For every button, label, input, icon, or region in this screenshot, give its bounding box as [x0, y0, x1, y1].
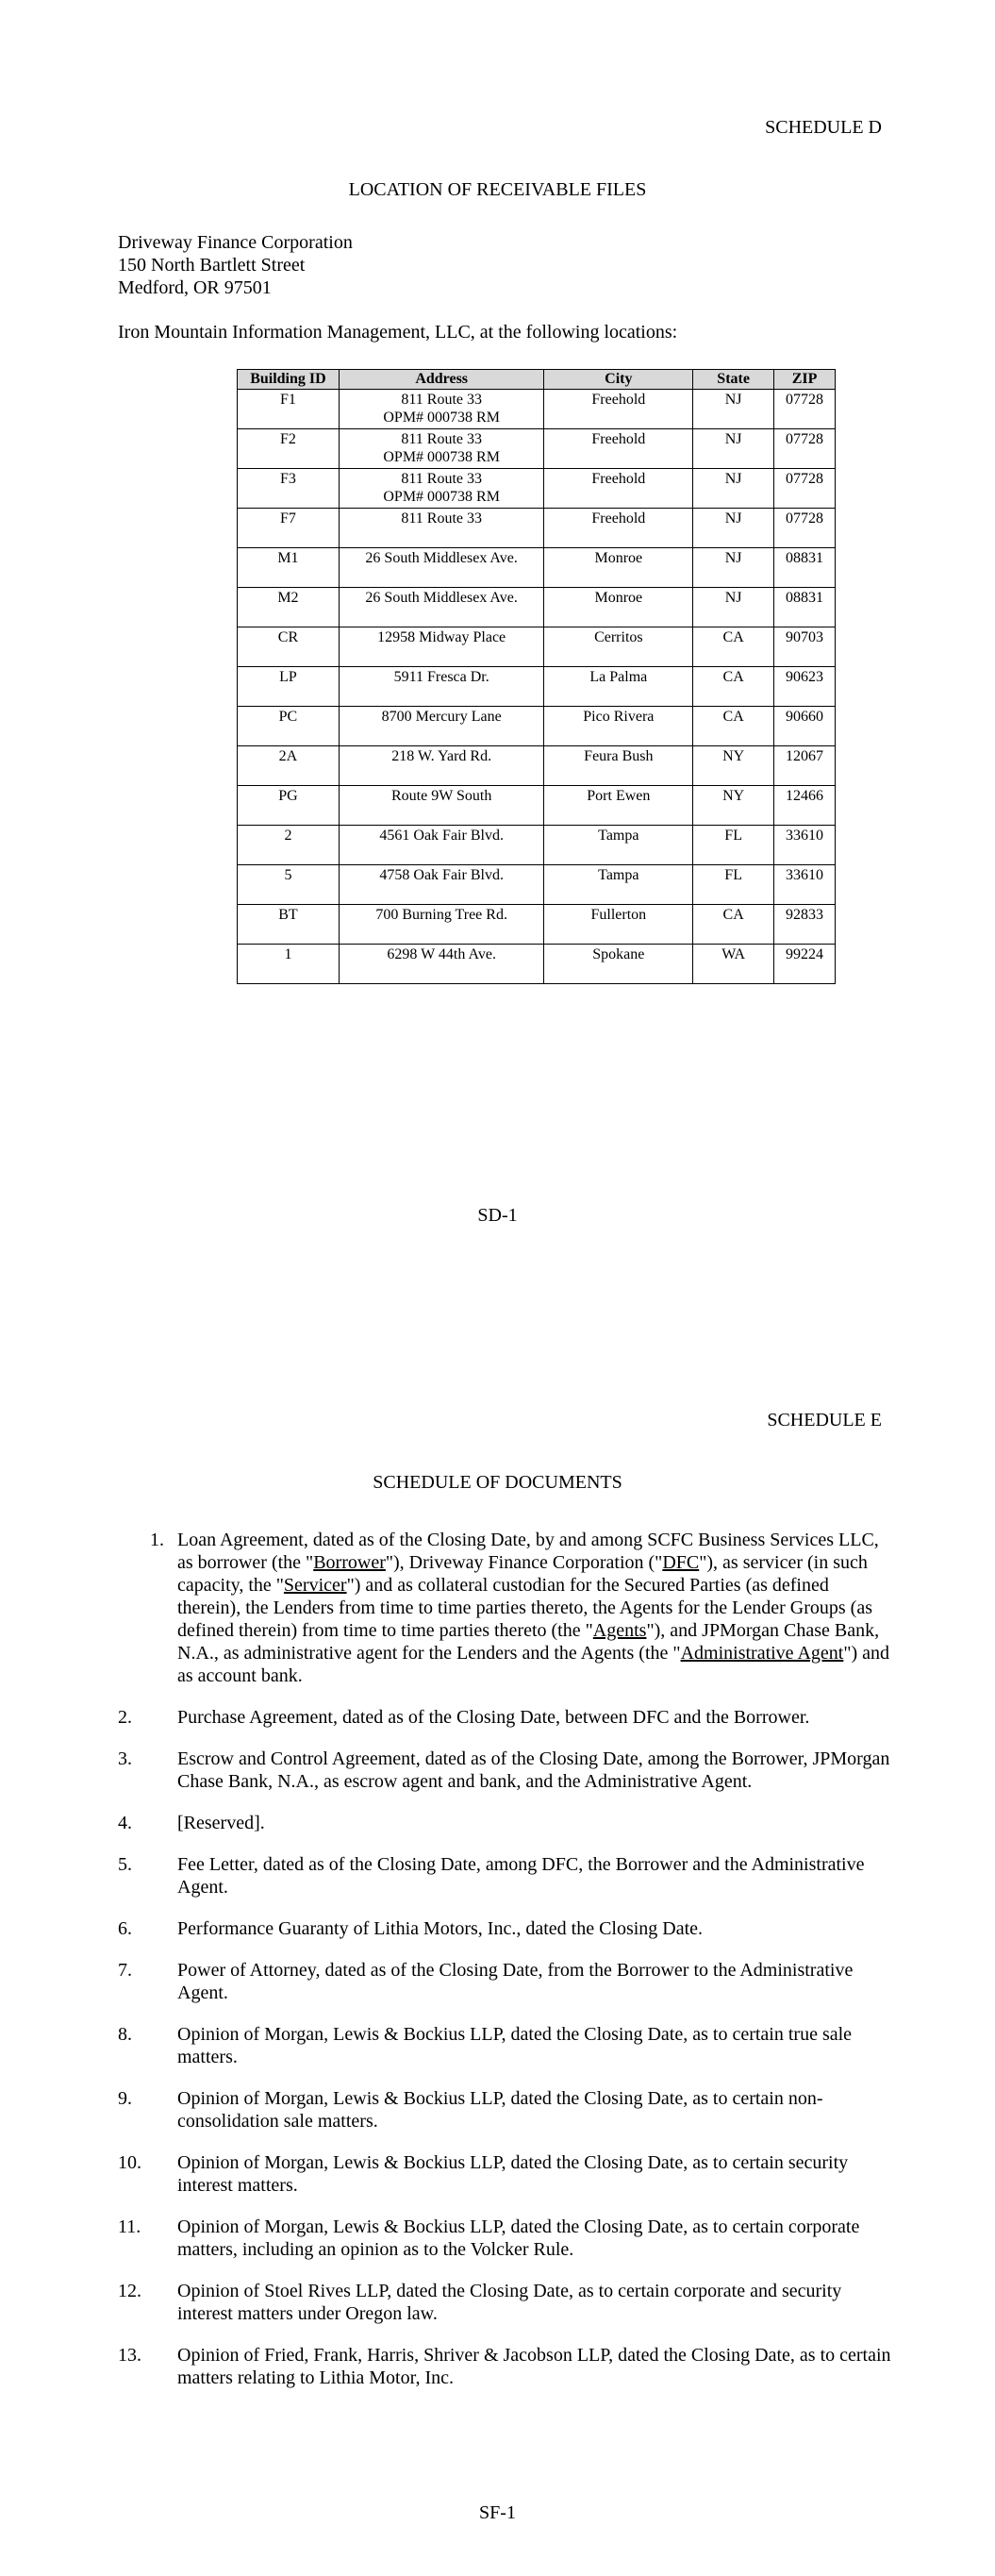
item-text: Loan Agreement, dated as of the Closing Date, by and among SCFC Business Services LLC, as borrower (the "Borrower"), Driveway Finance Corporation ("DFC"), as servicer (in such capacity, the "Servicer") and as collateral custodian for the Secured Parties (as defined therein), the Lenders from time to time parties thereto, the Agents for the Lender Groups (as defined therein) from time to time parties thereto (the "Agents"), and JPMorgan Chase Bank, N.A., as administrative agent for the Lenders and the Agents (the "Administrative Agent") and as account bank.: [177, 1530, 890, 1686]
defined-term: Servicer: [283, 1575, 347, 1596]
table-row: [238, 786, 836, 826]
address-line: 811 Route 33: [401, 431, 482, 447]
item-text: Opinion of Fried, Frank, Harris, Shriver & Jacobson LLP, dated the Closing Date, as to certain matters relating to Lithia Motor, Inc.: [177, 2345, 891, 2388]
zip-cell: 08831: [774, 548, 836, 588]
item-text: Performance Guaranty of Lithia Motors, Inc., dated the Closing Date.: [177, 1918, 704, 1939]
item-text: Escrow and Control Agreement, dated as of the Closing Date, among the Borrower, JPMorgan Chase Bank, N.A., as escrow agent and bank, and the Administrative Agent.: [177, 1748, 890, 1792]
state-cell: NJ: [693, 509, 774, 548]
city-cell: Spokane: [544, 945, 693, 984]
address-cell: [339, 786, 544, 826]
list-item: [118, 1706, 891, 1729]
zip-cell: 07728: [774, 429, 836, 469]
building-id-cell: BT: [238, 905, 340, 945]
address-line: Route 9W South: [390, 788, 492, 804]
building-id-cell: CR: [238, 627, 340, 667]
building-id-cell: F3: [238, 469, 340, 509]
list-item: [118, 1959, 891, 2004]
city-cell: Port Ewen: [544, 786, 693, 826]
address-cell: [339, 667, 544, 707]
item-text: [Reserved].: [177, 1813, 265, 1833]
city-cell: Monroe: [544, 548, 693, 588]
building-id-cell: 1: [238, 945, 340, 984]
address-cell: [339, 390, 544, 429]
state-cell: CA: [693, 707, 774, 746]
item-number: 7.: [118, 1960, 132, 1981]
address-line: 4561 Oak Fair Blvd.: [379, 828, 504, 844]
item-number: 1.: [150, 1530, 164, 1550]
page-number-sf: SF-1: [479, 2502, 516, 2523]
building-id-cell: PC: [238, 707, 340, 746]
list-item: [118, 1812, 891, 1834]
address-cell: [339, 469, 544, 509]
defined-term: Agents: [592, 1620, 647, 1641]
zip-cell: 90660: [774, 707, 836, 746]
state-cell: CA: [693, 905, 774, 945]
item-text: Opinion of Morgan, Lewis & Bockius LLP, dated the Closing Date, as to certain corporate matters, including an opinion as to the Volcker Rule.: [177, 2216, 860, 2260]
table-row: [238, 588, 836, 627]
address-line: OPM# 000738 RM: [383, 410, 500, 426]
item-number: 12.: [118, 2281, 141, 2301]
table-row: [238, 627, 836, 667]
list-item: [118, 1748, 891, 1793]
state-cell: NJ: [693, 390, 774, 429]
list-item: [118, 2151, 891, 2197]
state-cell: NJ: [693, 548, 774, 588]
building-id-cell: 5: [238, 865, 340, 905]
list-item: [118, 2023, 891, 2068]
zip-cell: 08831: [774, 588, 836, 627]
list-item: [118, 2216, 891, 2261]
item-text: Opinion of Morgan, Lewis & Bockius LLP, dated the Closing Date, as to certain security interest matters.: [177, 2152, 849, 2196]
city-cell: Feura Bush: [544, 746, 693, 786]
schedule-d-title: LOCATION OF RECEIVABLE FILES: [348, 179, 647, 200]
address-line: 811 Route 33: [401, 510, 482, 527]
address-cell: [339, 905, 544, 945]
address-line: 26 South Middlesex Ave.: [365, 550, 518, 566]
address-line: 5911 Fresca Dr.: [393, 669, 489, 685]
column-header: Address: [339, 370, 544, 390]
address-line: OPM# 000738 RM: [383, 449, 500, 465]
zip-cell: 07728: [774, 390, 836, 429]
column-header: State: [693, 370, 774, 390]
address-line: 700 Burning Tree Rd.: [375, 907, 507, 923]
city-cell: La Palma: [544, 667, 693, 707]
address-line: 4758 Oak Fair Blvd.: [379, 867, 504, 883]
zip-cell: 12067: [774, 746, 836, 786]
building-id-cell: M1: [238, 548, 340, 588]
list-item: [118, 1529, 891, 1687]
address-line: 218 W. Yard Rd.: [391, 748, 492, 764]
list-item: [118, 1853, 891, 1899]
custodian-address: [118, 231, 353, 299]
address-cell: [339, 826, 544, 865]
table-row: [238, 667, 836, 707]
page-number-sd: SD-1: [477, 1205, 518, 1226]
address-cell: [339, 509, 544, 548]
defined-term: Administrative Agent: [680, 1643, 844, 1664]
building-id-cell: F1: [238, 390, 340, 429]
state-cell: NY: [693, 786, 774, 826]
address-cell: [339, 548, 544, 588]
city-cell: Freehold: [544, 509, 693, 548]
address-line: 8700 Mercury Lane: [381, 709, 502, 725]
table-row: [238, 865, 836, 905]
city-cell: Freehold: [544, 429, 693, 469]
building-id-cell: F2: [238, 429, 340, 469]
list-item: [118, 2344, 891, 2389]
state-cell: NJ: [693, 469, 774, 509]
item-text: Opinion of Morgan, Lewis & Bockius LLP, dated the Closing Date, as to certain true sale matters.: [177, 2024, 853, 2067]
address-line: 811 Route 33: [401, 471, 482, 487]
state-cell: CA: [693, 667, 774, 707]
item-number: 3.: [118, 1748, 132, 1769]
city-cell: Monroe: [544, 588, 693, 627]
column-header: ZIP: [774, 370, 836, 390]
address-line: 12958 Midway Place: [377, 629, 506, 645]
address-line: Driveway Finance Corporation: [118, 232, 353, 253]
table-row: [238, 469, 836, 509]
table-row: [238, 429, 836, 469]
table-row: [238, 509, 836, 548]
city-cell: Pico Rivera: [544, 707, 693, 746]
address-cell: [339, 945, 544, 984]
zip-cell: 92833: [774, 905, 836, 945]
building-id-cell: 2A: [238, 746, 340, 786]
city-cell: Tampa: [544, 826, 693, 865]
address-cell: [339, 746, 544, 786]
schedule-e-title: SCHEDULE OF DOCUMENTS: [373, 1472, 622, 1493]
address-line: 811 Route 33: [401, 392, 482, 408]
city-cell: Fullerton: [544, 905, 693, 945]
item-number: 5.: [118, 1854, 132, 1875]
column-header: City: [544, 370, 693, 390]
table-row: [238, 707, 836, 746]
address-line: Medford, OR 97501: [118, 277, 272, 298]
documents-list: [118, 1529, 891, 2408]
zip-cell: 33610: [774, 865, 836, 905]
column-header: Building ID: [238, 370, 340, 390]
state-cell: FL: [693, 865, 774, 905]
building-id-cell: PG: [238, 786, 340, 826]
address-cell: [339, 627, 544, 667]
city-cell: Tampa: [544, 865, 693, 905]
state-cell: NJ: [693, 588, 774, 627]
zip-cell: 07728: [774, 469, 836, 509]
item-number: 9.: [118, 2088, 132, 2109]
item-text: Power of Attorney, dated as of the Closing Date, from the Borrower to the Administrative Agent.: [177, 1960, 854, 2003]
zip-cell: 12466: [774, 786, 836, 826]
schedule-d-label: SCHEDULE D: [765, 117, 882, 138]
table-row: [238, 945, 836, 984]
list-item: [118, 1917, 891, 1940]
city-cell: Freehold: [544, 390, 693, 429]
address-line: OPM# 000738 RM: [383, 489, 500, 505]
state-cell: WA: [693, 945, 774, 984]
zip-cell: 90623: [774, 667, 836, 707]
item-number: 6.: [118, 1918, 132, 1939]
building-id-cell: 2: [238, 826, 340, 865]
building-id-cell: LP: [238, 667, 340, 707]
zip-cell: 07728: [774, 509, 836, 548]
address-cell: [339, 429, 544, 469]
city-cell: Cerritos: [544, 627, 693, 667]
address-line: 150 North Bartlett Street: [118, 255, 306, 276]
list-item: [118, 2280, 891, 2325]
building-id-cell: F7: [238, 509, 340, 548]
city-cell: Freehold: [544, 469, 693, 509]
defined-term: DFC: [662, 1552, 700, 1573]
zip-cell: 99224: [774, 945, 836, 984]
zip-cell: 33610: [774, 826, 836, 865]
state-cell: FL: [693, 826, 774, 865]
item-number: 11.: [118, 2216, 141, 2237]
table-row: [238, 390, 836, 429]
item-number: 8.: [118, 2024, 132, 2045]
locations-table: [237, 369, 836, 984]
table-header-row: [238, 370, 836, 390]
table-row: [238, 548, 836, 588]
address-line: 6298 W 44th Ave.: [387, 946, 496, 962]
state-cell: NY: [693, 746, 774, 786]
item-text: Opinion of Morgan, Lewis & Bockius LLP, dated the Closing Date, as to certain non-consolidation sale matters.: [177, 2088, 823, 2132]
item-number: 4.: [118, 1813, 132, 1833]
building-id-cell: M2: [238, 588, 340, 627]
item-text: Fee Letter, dated as of the Closing Date, among DFC, the Borrower and the Administrative Agent.: [177, 1854, 865, 1898]
address-line: 26 South Middlesex Ave.: [365, 590, 518, 606]
state-cell: CA: [693, 627, 774, 667]
address-cell: [339, 588, 544, 627]
schedule-e-label: SCHEDULE E: [767, 1410, 882, 1430]
address-cell: [339, 865, 544, 905]
address-cell: [339, 707, 544, 746]
item-number: 2.: [118, 1707, 132, 1728]
table-row: [238, 905, 836, 945]
list-item: [118, 2087, 891, 2133]
table-row: [238, 746, 836, 786]
item-text: Opinion of Stoel Rives LLP, dated the Closing Date, as to certain corporate and security interest matters under Oregon law.: [177, 2281, 842, 2324]
locations-intro: Iron Mountain Information Management, LLC, at the following locations:: [118, 322, 678, 343]
table-row: [238, 826, 836, 865]
item-number: 10.: [118, 2152, 141, 2173]
item-number: 13.: [118, 2345, 141, 2366]
state-cell: NJ: [693, 429, 774, 469]
item-text: Purchase Agreement, dated as of the Closing Date, between DFC and the Borrower.: [177, 1707, 810, 1728]
table-body: [238, 390, 836, 984]
zip-cell: 90703: [774, 627, 836, 667]
defined-term: Borrower: [313, 1552, 386, 1573]
